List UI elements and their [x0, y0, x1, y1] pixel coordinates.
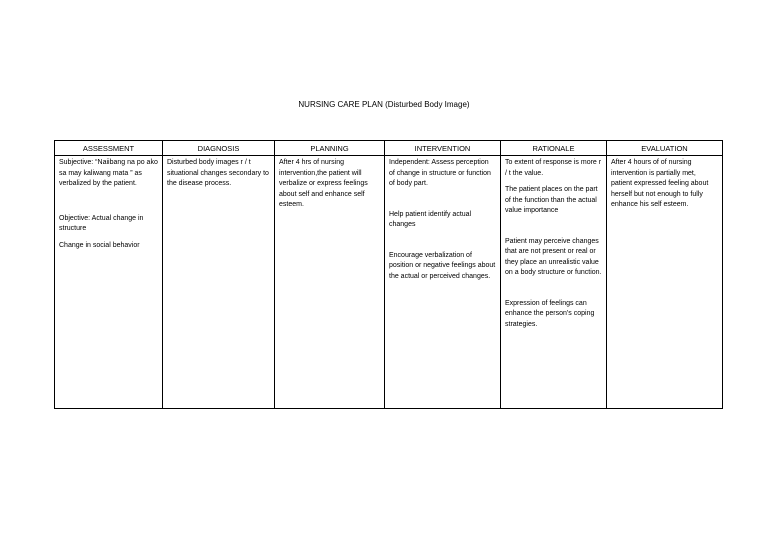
planning-text: After 4 hrs of nursing intervention,the patient will verbalize or express feelings about self and enhance self esteem. [279, 159, 368, 208]
intervention-cell [385, 156, 501, 409]
diagnosis-text: Disturbed body images r / t situational changes secondary to the disease process. [167, 159, 269, 187]
diagnosis-cell [163, 156, 275, 409]
header-assessment: ASSESSMENT [55, 141, 163, 156]
rationale-item-2: The patient places on the part of the function than the actual value importance [505, 186, 598, 214]
intervention-item-2: Help patient identify actual changes [389, 210, 472, 228]
header-diagnosis: DIAGNOSIS [163, 141, 275, 156]
header-intervention: INTERVENTION [385, 141, 501, 156]
rationale-cell [501, 156, 607, 409]
planning-cell [275, 156, 385, 409]
assessment-social-behavior: Change in social behavior [59, 241, 140, 249]
rationale-item-4: Expression of feelings can enhance the person’s coping strategies. [505, 299, 595, 328]
header-planning: PLANNING [275, 141, 385, 156]
header-evaluation: EVALUATION [607, 141, 723, 156]
assessment-subjective: Subjective: “Naiibang na po ako sa may kaliwang mata ” as verbalized by the patient. [59, 159, 158, 187]
assessment-objective: Objective: Actual change in structure [59, 214, 144, 232]
evaluation-cell [607, 156, 723, 409]
care-plan-table [54, 140, 723, 409]
evaluation-text: After 4 hours of of nursing intervention is partially met, patient expressed feeling about herself but not enough to fully enhance his self esteem. [611, 159, 709, 208]
header-row [55, 141, 723, 156]
intervention-item-1: Independent: Assess perception of change in structure or function of body part. [389, 159, 491, 187]
intervention-item-3: Encourage verbalization of position or negative feelings about the actual or perceived changes. [389, 251, 496, 280]
rationale-item-1: To extent of response is more r / t the value. [505, 159, 602, 177]
page-title: NURSING CARE PLAN (Disturbed Body Image) [298, 100, 470, 109]
assessment-cell [55, 156, 163, 409]
header-rationale: RATIONALE [501, 141, 607, 156]
table-row [55, 156, 723, 409]
rationale-item-3: Patient may perceive changes that are not present or real or they place an unrealistic value on a body structure or function. [505, 237, 602, 276]
